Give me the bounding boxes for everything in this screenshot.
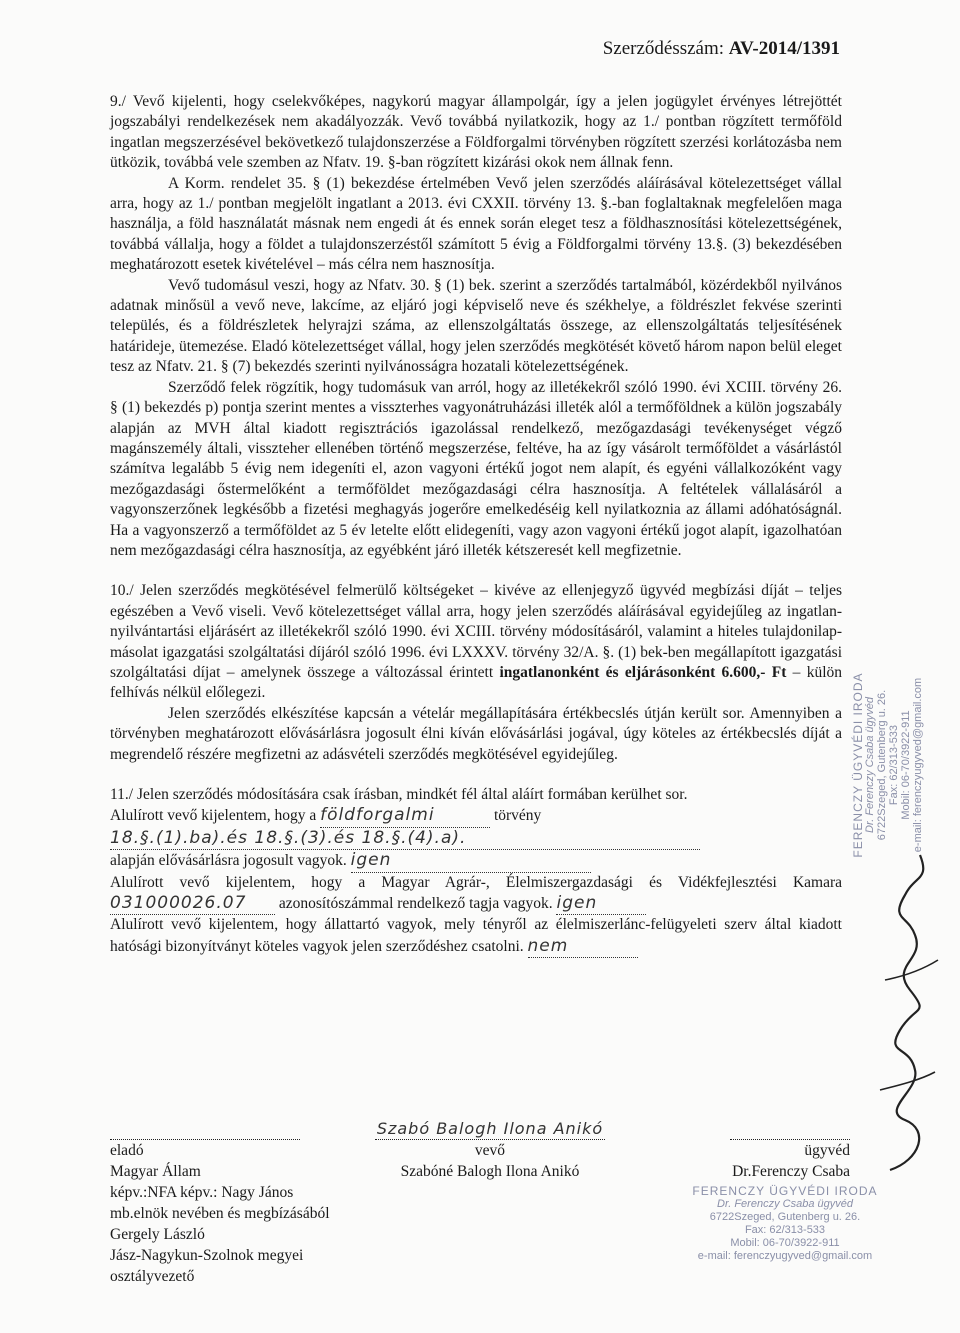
section-10-fee: ingatlanonként és eljárásonként 6.600,- Ft — [499, 663, 787, 681]
preemption-paragraph-blank: 18.§.(1).ba).és 18.§.(3).és 18.§.(4).a). — [110, 828, 700, 850]
chamber-id-blank: 031000026.07 — [110, 893, 275, 915]
chamber-answer-blank: igen — [556, 893, 646, 915]
margin-signature — [860, 840, 950, 1180]
declaration-preemption: Alulírott vevő kijelentem, hogy a földforgalmi törvény 18.§.(1).ba).és 18.§.(3).és 18.§.(4).a). alapján elővásárlásra jogosult vagyok. igen — [110, 805, 842, 872]
contract-number-header — [603, 38, 840, 60]
section-9-tax-exemption: Szerződő felek rögzítik, hogy tudomásuk van arról, hogy az illetékekről szóló 1990. évi XCIII. törvény 26. § (1) bekezdés p) pontja szerint mentes a visszterhes vagyonátruházási illeték alól a termőföldnek a külön jogszabály alapján az MVH által kiadott regisztrációs igazolással rendelkező, mezőgazdasági tevékenységet végző magánszemély általi, visszteher ellenében történő megszerzése, feltéve, ha az így vásárolt termőföldet a vásárlástól számítva legalább 5 évig nem idegeníti el, azon vagyoni értékű jogot nem alapít, és egyéni vállalkozóként vagy mezőgazdasági őstermelőként a termőföldet mezőgazdasági célra hasznosítja. A feltételek vállalásáról a vagyonszerzőnek legkésőbb a fizetési meghagyás jogerőre emelkedéséig kell nyilatkoznia az állami adóhatóságnál. Ha a vagyonszerző a termőföldet az 5 év letelte előtt elidegeníti, vagy azon vagyoni értékű jogot alapít, igazolhatóan nem mezőgazdasági célra hasznosítja, az egyébként járó illeték kétszeresét kell megfizetnie. — [110, 378, 842, 559]
section-10 — [110, 581, 842, 703]
preemption-law-blank: földforgalmi — [320, 805, 490, 827]
section-10-valuation: Jelen szerződés elkészítése kapcsán a vételár megállapítására értékbecslés útján került sor. Amennyiben a törvényben meghatározott elővásárlásra jogosult élni kíván elővásárlási jogával, úgy köteles az értékbecslés díját a megrendelő részére megfizetni az adásvételi szerződés megkötésével egyidejűleg. — [110, 704, 842, 763]
preemption-answer-blank: igen — [351, 850, 591, 872]
section-9: 9./ Vevő kijelenti, hogy cselekvőképes, nagykorú magyar állampolgár, így a jelen jogügylet érvényes létrejöttét jogszabályi rendelkezések nem akadályozzák. Vevő továbbá nyilatkozik, hogy az 1./ pontban rögzített termőföld ingatlan megszerzésével bekövetkező tulajdonszerzése a Földforgalmi törvényben rögzített szerzési korlátozásba nem ütközik, továbbá vele szemben az Nfatv. 19. §-ban rögzített kizárási okok nem állnak fenn. — [110, 93, 842, 172]
lawyer-stamp-vertical: FERENCZY ÜGYVÉDI IRODA Dr. Ferenczy Csaba ügyvéd 6722Szeged, Gutenberg u. 26. Fax: 62/313-533 Mobil: 06-70/3922-911 e-mail: ferenczyugyved@gmail.com — [851, 672, 924, 858]
section-9-public-data: Vevő tudomásul veszi, hogy az Nfatv. 30. § (1) bek. szerint a szerződés tartalmából, közérdekből nyilvános adatnak minősül a vevő neve, lakcíme, az eljáró jogi képviselő neve és székhelye, a földrészlet fekvése szerinti település, és a földrészletek helyrajzi száma, az ellenszolgáltatás összege, az ellenszolgáltatás teljesítésének határideje, ütemezése. Eladó kötelezettséget vállal, hogy jelen szerződés megkötését követő három napon belül eleget tesz az Nfatv. 21. § (7) bekezdés szerinti nyilvánosságra hozatali kötelezettségének. — [110, 276, 842, 376]
section-10-text-b: – külön felhívás nélkül előlegezi. — [110, 663, 842, 702]
buyer-signature: Szabó Balogh Ilona Anikó vevő Szabóné Balogh Ilona Anikó — [376, 1119, 604, 1180]
buyer-handwritten-signature: Szabó Balogh Ilona Anikó — [376, 1119, 604, 1138]
contract-number-value: AV-2014/1391 — [728, 38, 840, 59]
declaration-chamber: Alulírott vevő kijelentem, hogy a Magyar Agrár-, Élelmiszergazdasági és Vidékfejlesztési Kamara 031000026.07 azonosítószámmal rendelkező tagja vagyok. igen — [110, 873, 842, 916]
contract-number-label: Szerződésszám: — [602, 38, 725, 59]
lawyer-stamp-bottom: FERENCZY ÜGYVÉDI IRODA Dr. Ferenczy Csaba ügyvéd 6722Szeged, Gutenberg u. 26. Fax: 62/313-533 Mobil: 06-70/3922-911 e-mail: ferenczyugyved@gmail.com — [692, 1184, 878, 1262]
declaration-livestock: Alulírott vevő kijelentem, hogy állattartó vagyok, mely tényről az élelmiszerlánc-felügyeleti szerv által kiadott hatósági bizonyítványt köteles vagyok jelen szerződéshez csatolni. nem — [110, 915, 842, 958]
section-10-text-a: 10./ Jelen szerződés megkötésével felmerülő költségeket – kivéve az ellenjegyző ügyvéd megbízási díját – teljes egészében a Vevő viseli. Vevő kötelezettséget vállal arra, hogy jelen szerződés aláírásával egyidejűleg az ingatlan-nyilvántartási eljárásért az illetékekről szóló 1990. évi XCIII. törvény módosításáról, valamint a hiteles tulajdonilap-másolat igazgatási szolgáltatási díjáról szóló 1996. évi LXXXV. törvény 32/A. §. (1) bek-ben megállapított igazgatási szolgáltatási díjat – amelynek összege a változással érintett — [110, 582, 842, 681]
contract-body — [110, 92, 842, 958]
seller-signature: eladó Magyar Állam képv.:NFA képv.: Nagy János mb.elnök nevében és megbízásából Gergely László Jász-Nagykun-Szolnok megyei osztályvezető — [110, 1118, 370, 1287]
section-9-government-decree: A Korm. rendelet 35. § (1) bekezdése értelmében Vevő jelen szerződés aláírásával kötelezettséget vállal arra, hogy az 1./ pontban megjelölt ingatlant a 2013. évi CXXII. törvény 13. §.-ban foglaltaknak megfelelően maga használja, a föld használatát másnak nem engedi át és ennek során eleget tesz a földhasznosítási kötelezettségének, továbbá vállalja, hogy a földet a tulajdonszerzéstől számított 5 évig a Földforgalmi törvény 13.§. (3) bekezdésében meghatározott esetek kivételével – más célra nem hasznosítja. — [110, 174, 842, 274]
livestock-answer-blank: nem — [528, 936, 638, 958]
section-11: 11./ Jelen szerződés módosítására csak írásban, mindkét fél által aláírt formában kerülhet sor. — [110, 786, 688, 803]
lawyer-signature: ügyvéd Dr.Ferenczy Csaba — [700, 1118, 850, 1182]
